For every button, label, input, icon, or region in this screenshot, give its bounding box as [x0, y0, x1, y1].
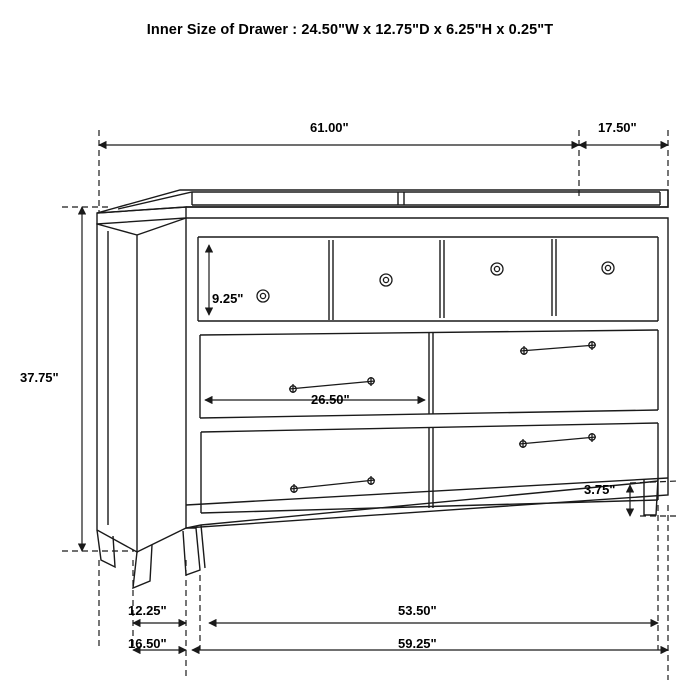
dresser-outline — [97, 190, 668, 588]
dim-total-height: 37.75" — [20, 370, 59, 385]
drawer-knobs — [257, 262, 614, 302]
dim-top-width: 61.00" — [310, 120, 349, 135]
dim-leg-height: 3.75" — [584, 482, 616, 497]
page-title: Inner Size of Drawer : 24.50"W x 12.75"D x 6.25"H x 0.25"T — [146, 22, 554, 38]
drawer-pulls — [289, 341, 596, 493]
dim-top-depth: 17.50" — [598, 120, 637, 135]
dim-body-width: 53.50" — [398, 603, 437, 618]
dim-foot-depth-inner: 12.25" — [128, 603, 167, 618]
dim-foot-depth-outer: 16.50" — [128, 636, 167, 651]
dimension-lines — [62, 130, 678, 680]
dim-drawer-height: 9.25" — [212, 291, 244, 306]
dim-overall-width: 59.25" — [398, 636, 437, 651]
dim-drawer-width: 26.50" — [311, 392, 350, 407]
